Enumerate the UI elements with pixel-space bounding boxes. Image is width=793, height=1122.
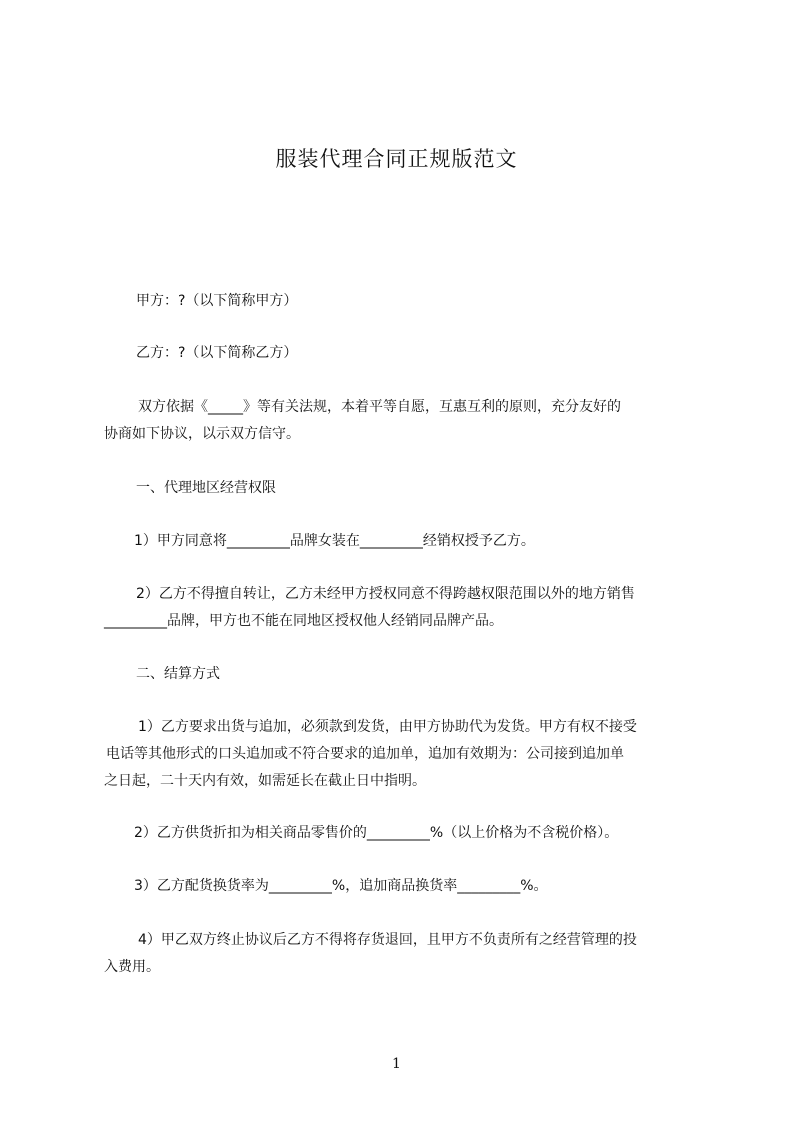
section2-item2: [134, 820, 734, 847]
document-title: 服装代理合同正规版范文: [275, 147, 518, 171]
party-a-line: [136, 288, 736, 315]
section2-heading: [136, 661, 736, 688]
section2-heading-text: 二、结算方式: [136, 666, 220, 682]
party-b-text: 乙方：?（以下简称乙方）: [136, 345, 298, 361]
section2-item4-line-2: 入费用。: [104, 959, 160, 975]
section1-item2-line-2: _________品牌，甲方也不能在同地区授权他人经销同品牌产品。: [104, 613, 503, 629]
section2-item2-text: 2）乙方供货折扣为相关商品零售价的_________%（以上价格为不含税价格）。: [134, 825, 619, 841]
preamble-line-2: 协商如下协议，以示双方信守。: [104, 426, 300, 442]
section2-item1: [104, 714, 704, 795]
page-number: 1: [392, 1056, 401, 1072]
preamble-paragraph: [104, 394, 704, 448]
party-a-text: 甲方：?（以下简称甲方）: [136, 293, 298, 309]
preamble-line-1: 双方依据《_____》等有关法规，本着平等自愿，互惠互利的原则，充分友好的: [138, 399, 621, 415]
section1-heading: [136, 475, 736, 502]
section2-item4: [104, 927, 704, 981]
section2-item1-line-2: 电话等其他形式的口头追加或不符合要求的追加单，追加有效期为：公司接到追加单: [106, 746, 624, 762]
section1-heading-text: 一、代理地区经营权限: [136, 480, 276, 496]
section1-item2: [104, 581, 704, 635]
section2-item3-text: 3）乙方配货换货率为_________%，追加商品换货率_________%。: [134, 878, 548, 894]
section1-item2-line-1: 2）乙方不得擅自转让，乙方未经甲方授权同意不得跨越权限范围以外的地方销售: [136, 586, 635, 602]
section2-item1-line-3: 之日起，二十天内有效，如需延长在截止日中指明。: [104, 773, 426, 789]
section2-item3: [134, 873, 734, 900]
section1-item1-text: 1）甲方同意将_________品牌女装在_________经销权授予乙方。: [134, 533, 535, 549]
party-b-line: [136, 340, 736, 367]
section2-item1-line-1: 1）乙方要求出货与追加，必须款到发货，由甲方协助代为发货。甲方有权不接受: [138, 719, 637, 735]
section2-item4-line-1: 4）甲乙双方终止协议后乙方不得将存货退回，且甲方不负责所有之经营管理的投: [138, 932, 637, 948]
section1-item1: [134, 528, 734, 555]
